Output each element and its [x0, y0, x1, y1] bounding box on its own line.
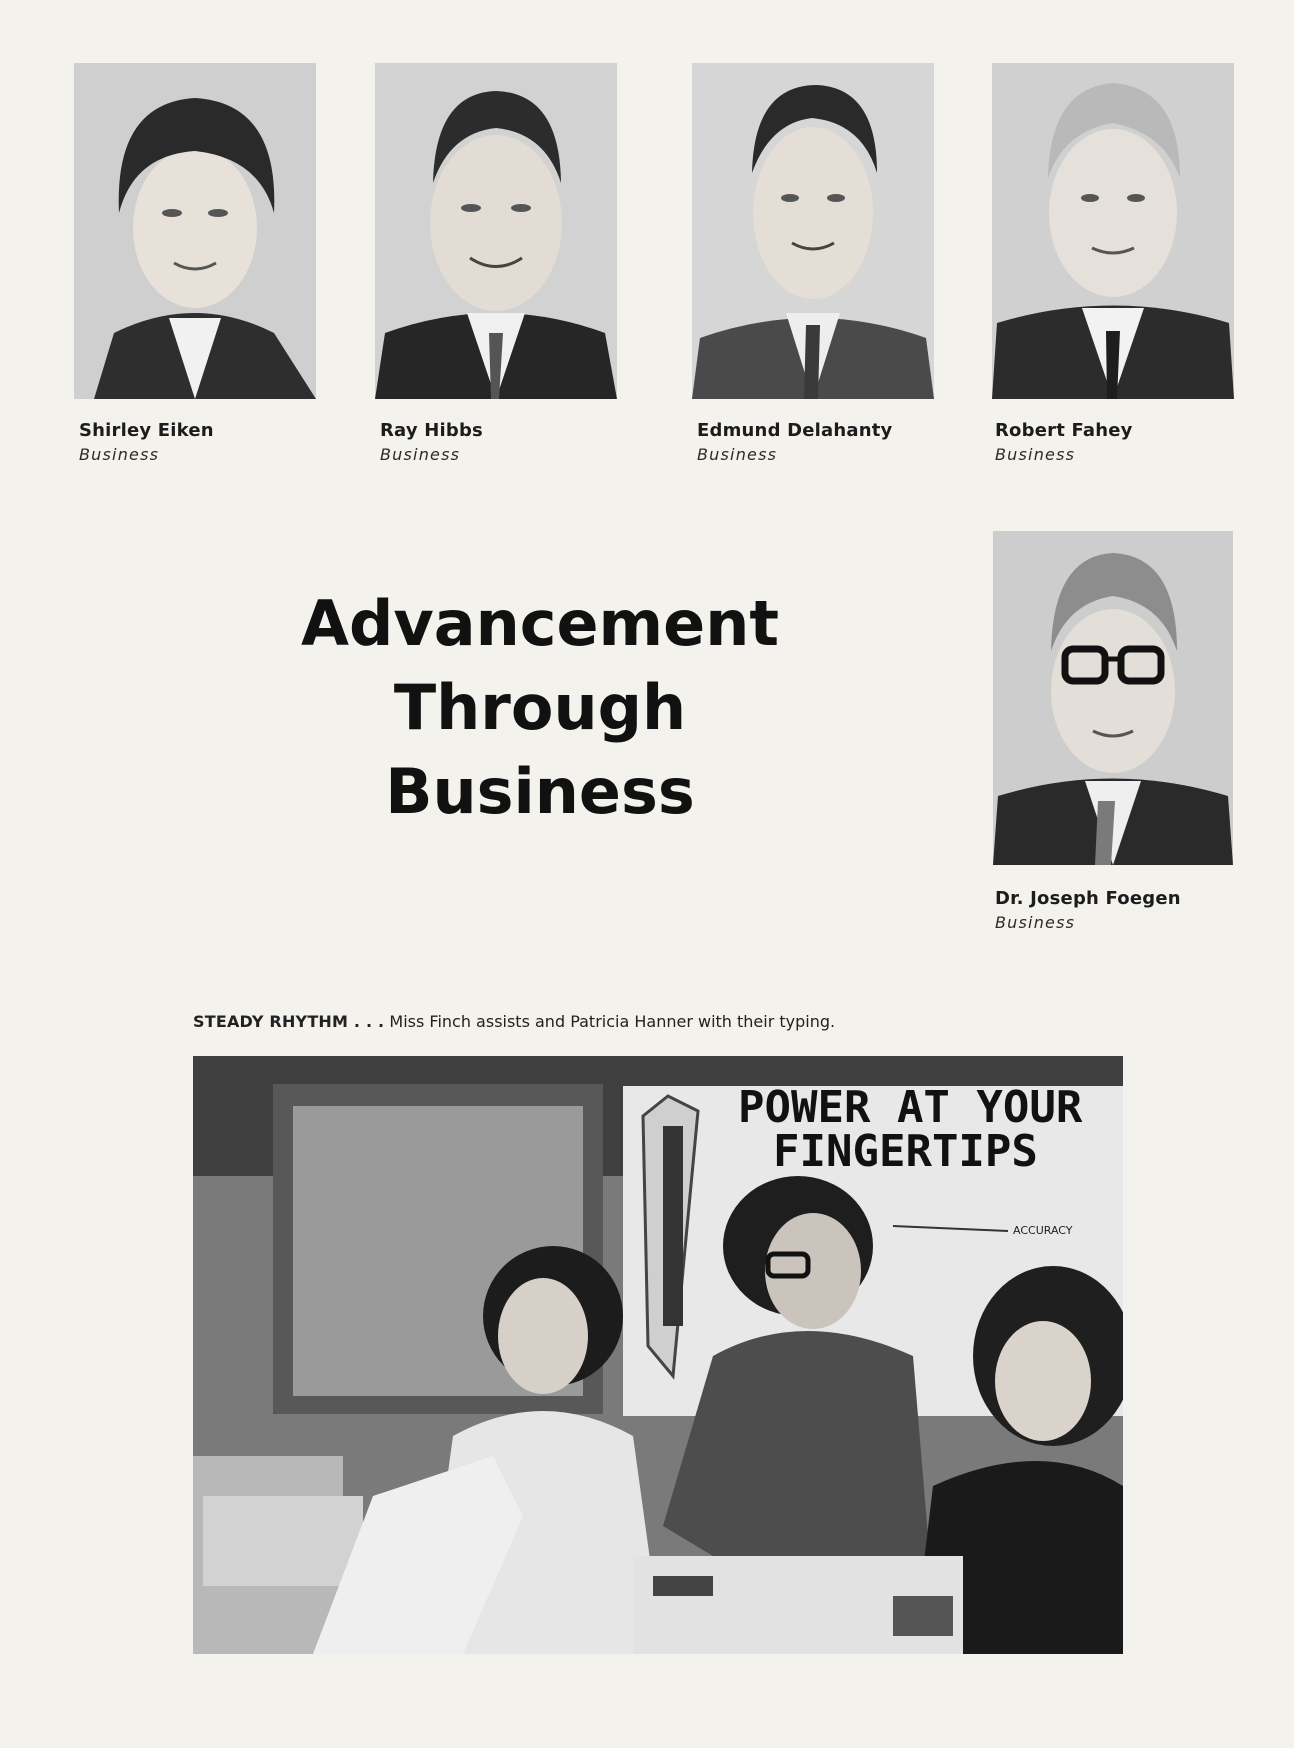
poster-label: ACCURACY: [1013, 1224, 1073, 1237]
faculty-name: Shirley Eiken: [79, 420, 214, 441]
classroom-photo: [193, 1056, 1123, 1654]
faculty-department: Business: [79, 445, 160, 464]
portrait-joseph-foegen: [993, 531, 1233, 865]
faculty-name: Robert Fahey: [995, 420, 1133, 441]
poster-line-1: POWER AT YOUR: [738, 1082, 1083, 1133]
portrait-shirley-eiken: [74, 63, 316, 399]
faculty-department: Business: [697, 445, 778, 464]
poster-line-2: FINGERTIPS: [773, 1126, 1038, 1177]
caption-edmund-delahanty: [697, 420, 893, 464]
caption-robert-fahey: [995, 420, 1133, 464]
faculty-name: Edmund Delahanty: [697, 420, 893, 441]
faculty-department: Business: [995, 445, 1076, 464]
title-line-2: Through: [393, 671, 687, 744]
faculty-name: Dr. Joseph Foegen: [995, 888, 1181, 909]
photo-caption-lead: STEADY RHYTHM . . .: [193, 1012, 385, 1031]
title-line-3: Business: [385, 755, 695, 828]
title-line-1: Advancement: [301, 587, 779, 660]
photo-caption: [193, 1012, 1093, 1031]
portrait-edmund-delahanty: [692, 63, 934, 399]
caption-ray-hibbs: [380, 420, 483, 464]
caption-shirley-eiken: [79, 420, 214, 464]
faculty-department: Business: [995, 913, 1076, 932]
faculty-department: Business: [380, 445, 461, 464]
photo-caption-text: Miss Finch assists and Patricia Hanner with their typing.: [389, 1012, 836, 1031]
portrait-ray-hibbs: [375, 63, 617, 399]
portrait-robert-fahey: [992, 63, 1234, 399]
page-title: [260, 582, 820, 834]
caption-joseph-foegen: [995, 888, 1181, 932]
faculty-name: Ray Hibbs: [380, 420, 483, 441]
